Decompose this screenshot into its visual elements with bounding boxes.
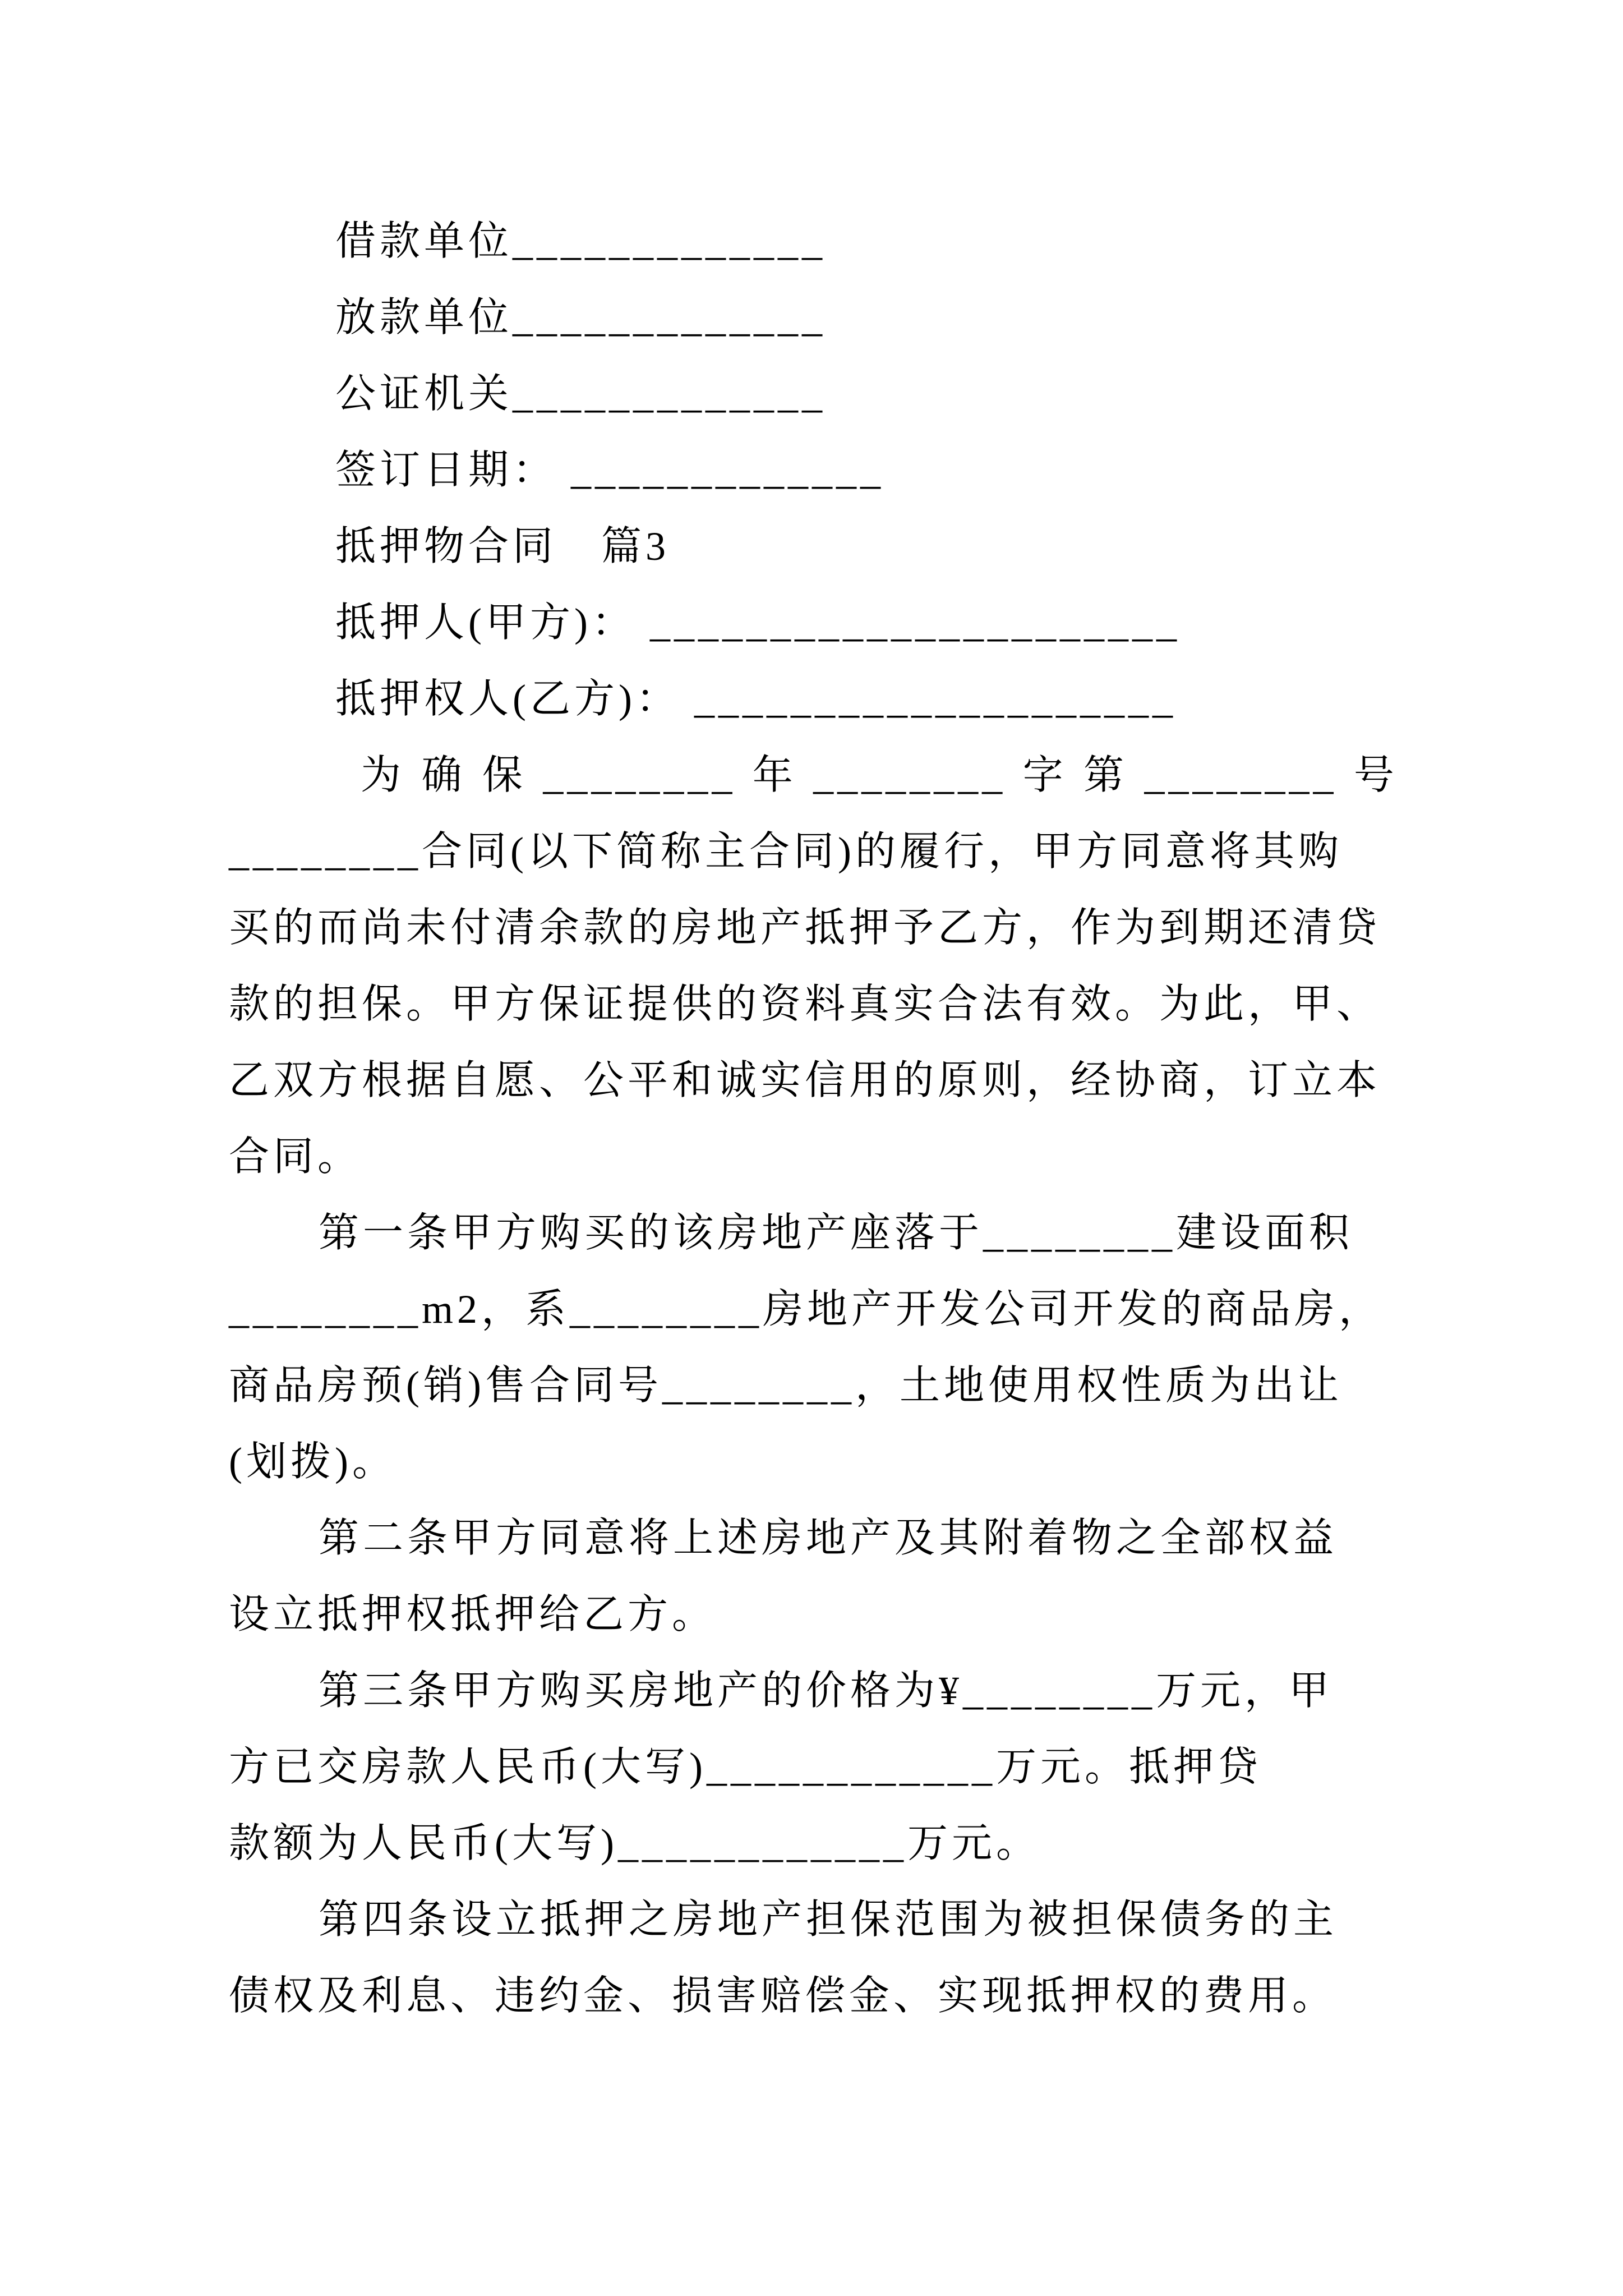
contract-line: 债权及利息、违约金、损害赔偿金、实现抵押权的费用。 (229, 1973, 1337, 2018)
spread-text: 为 (361, 753, 405, 798)
contract-line: 借款单位_____________ (335, 219, 827, 264)
contract-line: (划拨)。 (229, 1439, 396, 1484)
contract-line: 款额为人民币(大写)____________万元。 (229, 1821, 1040, 1866)
contract-line: 第四条设立抵押之房地产担保范围为被担保债务的主 (319, 1897, 1338, 1942)
contract-line: 签订日期： _____________ (335, 448, 885, 493)
spread-text: 字 (1022, 753, 1067, 798)
contract-line: 抵押权人(乙方)： ____________________ (335, 677, 1177, 721)
contract-text (229, 203, 1398, 2034)
contract-line: 抵押人(甲方)： ______________________ (335, 600, 1181, 645)
contract-line: 公证机关_____________ (335, 371, 827, 416)
contract-line-blanks (229, 737, 1398, 813)
contract-line: 买的而尚未付清余款的房地产抵押予乙方，作为到期还清贷 (229, 905, 1381, 950)
contract-line: 设立抵押权抵押给乙方。 (229, 1592, 717, 1637)
spread-text: 年 (752, 753, 797, 798)
spread-text: 确 (421, 753, 466, 798)
contract-title: 抵押物合同 篇3 (335, 524, 670, 569)
spread-text: 第 (1083, 753, 1128, 798)
contract-line: 乙双方根据自愿、公平和诚实信用的原则，经协商，订立本 (229, 1058, 1381, 1103)
spread-text: 号 (1353, 753, 1398, 798)
contract-line: 商品房预(销)售合同号________，土地使用权性质为出让 (229, 1363, 1343, 1408)
contract-line: 第三条甲方购买房地产的价格为¥________万元，甲 (319, 1668, 1334, 1713)
contract-line: 方已交房款人民币(大写)____________万元。抵押贷 (229, 1745, 1262, 1789)
contract-line: 第二条甲方同意将上述房地产及其附着物之全部权益 (319, 1516, 1338, 1561)
blank-underline: ________ (813, 753, 1007, 798)
blank-underline: ________ (543, 753, 736, 798)
contract-line: 合同。 (229, 1134, 362, 1179)
contract-line: 放款单位_____________ (335, 295, 827, 340)
contract-line: ________合同(以下简称主合同)的履行，甲方同意将其购 (229, 829, 1343, 874)
blank-underline: ________ (1144, 753, 1338, 798)
contract-line: 第一条甲方购买的该房地产座落于________建设面积 (319, 1211, 1354, 1255)
contract-line: ________m2，系________房地产开发公司开发的商品房， (229, 1287, 1384, 1332)
contract-line: 款的担保。甲方保证提供的资料真实合法有效。为此，甲、 (229, 982, 1381, 1027)
spread-text: 保 (482, 753, 527, 798)
